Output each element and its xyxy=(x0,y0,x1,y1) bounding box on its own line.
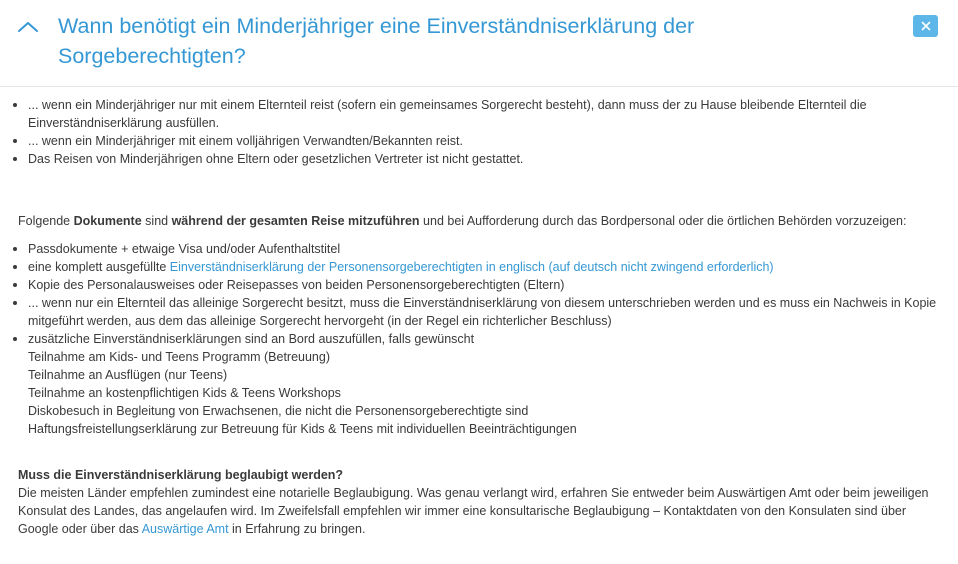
foreign-office-link[interactable]: Auswärtige Amt xyxy=(141,522,229,536)
cases-list xyxy=(0,96,958,168)
sub-item: Diskobesuch in Begleitung von Erwachsenen, die nicht die Personensorgeberechtigte sind xyxy=(28,404,529,418)
list-item: ... wenn nur ein Elternteil das alleinige Sorgerecht besitzt, muss die Einverständniserklärung von diesem unterschrieben werden und es muss ein Nachweis in Kopie mitgeführt werden, aus dem das alleinige Sorgerecht hervorgeht (in der Regel ein richterlicher Beschluss) xyxy=(0,294,958,330)
list-item-text: eine komplett ausgefüllte xyxy=(28,260,170,274)
sub-item: Haftungsfreistellungserklärung zur Betreuung für Kids & Teens mit individuellen Beeinträchtigungen xyxy=(28,422,577,436)
list-item-text: zusätzliche Einverständniserklärungen sind an Bord auszufüllen, falls gewünscht xyxy=(28,332,475,346)
faq-answer-text: Die meisten Länder empfehlen zumindest eine notarielle Beglaubigung. Was genau verlangt wird, erfahren Sie entweder beim Auswärtigen Amt oder beim jeweiligen Konsulat des Landes, das angelaufen wird. Im Zweifelsfall empfehlen wir immer eine konsultarische Beglaubigung – Kontaktdaten von den Konsulaten sind über Google oder über das xyxy=(18,486,929,536)
intro-bold-duration: während der gesamten Reise mitzuführen xyxy=(171,214,420,228)
close-button[interactable] xyxy=(913,15,938,37)
faq-answer-text: in Erfahrung zu bringen. xyxy=(228,522,366,536)
chevron-up-icon[interactable] xyxy=(16,16,40,38)
accordion-header xyxy=(0,0,958,87)
intro-text: und bei Aufforderung durch das Bordpersonal oder die örtlichen Behörden vorzuzeigen: xyxy=(419,214,907,228)
list-item xyxy=(0,330,958,438)
intro-bold-documents: Dokumente xyxy=(73,214,142,228)
intro-text: sind xyxy=(141,214,172,228)
faq-question-text: Muss die Einverständniserklärung beglaubigt werden? xyxy=(18,468,344,482)
list-item: Passdokumente + etwaige Visa und/oder Aufenthaltstitel xyxy=(0,240,958,258)
accordion-content xyxy=(0,96,958,538)
accordion-title[interactable]: Wann benötigt ein Minderjähriger eine Einverständniserklärung der Sorgeberechtigten? xyxy=(58,14,695,68)
list-item: ... wenn ein Minderjähriger mit einem volljährigen Verwandten/Bekannten reist. xyxy=(0,132,958,150)
list-item: ... wenn ein Minderjähriger nur mit einem Elternteil reist (sofern ein gemeinsames Sorgerecht besteht), dann muss der zu Hause bleibende Elternteil die Einverständniserklärung ausfüllen. xyxy=(0,96,958,132)
documents-list xyxy=(0,240,958,438)
documents-intro xyxy=(0,212,958,230)
intro-text: Folgende xyxy=(18,214,74,228)
faq-answer xyxy=(0,484,958,538)
list-item xyxy=(0,258,958,276)
close-icon xyxy=(921,21,931,31)
consent-form-link[interactable]: Einverständniserklärung der Personensorgeberechtigten in englisch (auf deutsch nicht zwingend erforderlich) xyxy=(169,260,774,274)
sub-item: Teilnahme an Ausflügen (nur Teens) xyxy=(28,368,228,382)
sub-item: Teilnahme am Kids- und Teens Programm (Betreuung) xyxy=(28,350,330,364)
faq-question xyxy=(0,466,958,484)
list-item: Das Reisen von Minderjährigen ohne Eltern oder gesetzlichen Vertreter ist nicht gestattet. xyxy=(0,150,958,168)
sub-item: Teilnahme an kostenpflichtigen Kids & Teens Workshops xyxy=(28,386,341,400)
list-item: Kopie des Personalausweises oder Reisepasses von beiden Personensorgeberechtigten (Eltern) xyxy=(0,276,958,294)
